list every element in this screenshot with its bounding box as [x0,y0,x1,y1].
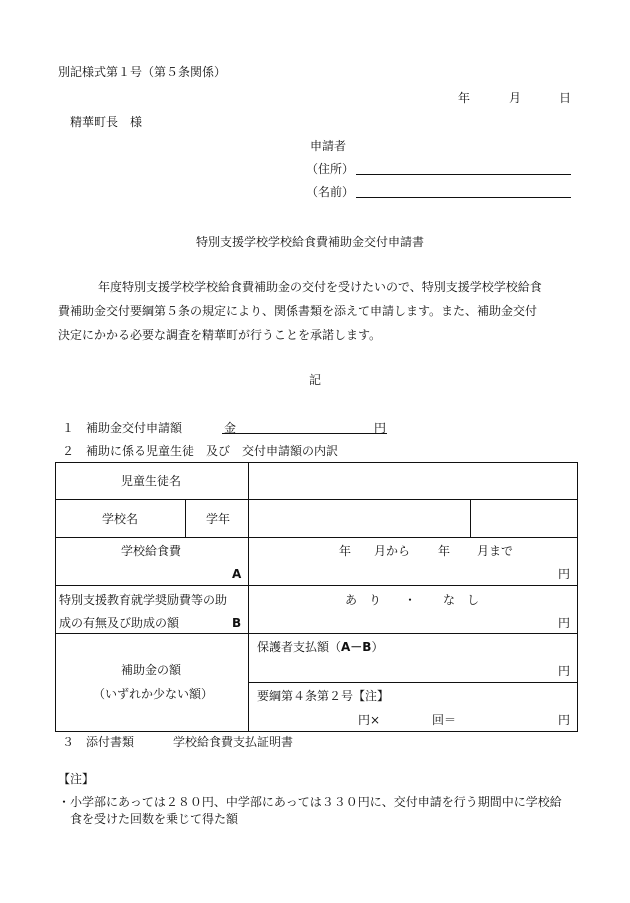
aid-nashi[interactable]: な し [443,593,480,607]
note-line-1: ・小学部にあっては２８０円、中学部にあっては３３０円に、交付申請を行う期間中に学校給 [58,795,562,809]
row-school [56,500,578,538]
student-name-label: 児童生徒名 [121,474,182,488]
address-label: （住所） [306,162,355,176]
date-day-label: 日 [559,91,572,105]
aid-label-cell [56,586,249,634]
body-line-3: 決定にかかる必要な調査を精華町が行うことを承諾します。 [58,328,382,342]
address-field[interactable] [356,161,571,175]
calc-result-yen: 円 [557,713,570,727]
school-name-value[interactable] [249,500,471,538]
mark-b: B [232,616,242,630]
period-to: 月まで [477,544,514,558]
period-from: 月から [374,544,411,558]
school-name-label: 学校名 [102,512,139,526]
guardian-yen: 円 [557,664,570,678]
date-month-label: 月 [509,91,522,105]
aid-label-line-2: 成の有無及び助成の額 [59,616,180,630]
item2-number: ２ [62,444,75,458]
period-year-2: 年 [438,544,451,558]
form-number: 別記様式第１号（第５条関係） [58,65,227,79]
grade-value[interactable] [471,500,578,538]
student-name-value[interactable] [249,463,578,500]
lunch-fee-label-cell [56,538,249,586]
aid-ari[interactable]: あ り [345,593,382,607]
period-year-1: 年 [339,544,352,558]
row-lunch-fee [56,538,578,586]
youkou-cell[interactable] [249,683,578,732]
row-aid [56,586,578,634]
ki-heading: 記 [309,373,322,387]
youkou-label: 要綱第４条第２号【注】 [257,689,390,703]
addressee: 精華町長 様 [70,115,143,129]
guardian-payment-label: 保護者支払額（A－B） [257,640,384,654]
item1-amount-field[interactable] [222,420,387,434]
item3-label: 添付書類 [86,735,135,749]
item1-number: １ [62,421,75,435]
item1-label: 補助金交付申請額 [86,421,183,435]
body-line-1: 年度特別支援学校学校給食費補助金の交付を受けたいので、特別支援学校学校給食 [98,280,542,294]
row-student-name [56,463,578,500]
mark-a: A [232,567,242,581]
grade-label: 学年 [206,512,231,526]
grade-label-cell [186,500,249,538]
item3-number: ３ [62,735,75,749]
item2-label: 補助に係る児童生徒 及び 交付申請額の内訳 [86,444,339,458]
calc-yen-times: 円× [358,713,381,727]
student-name-label-cell [56,463,249,500]
aid-label-line-1: 特別支援教育就学奨励費等の助 [59,593,228,607]
subsidy-label-cell [56,634,249,732]
note-heading: 【注】 [58,772,95,786]
lunch-fee-label: 学校給食費 [121,544,182,558]
applicant-label: 申請者 [310,139,347,153]
subsidy-note: （いずれか少ない額） [93,687,214,701]
breakdown-table [55,462,578,732]
item3-document: 学校給食費支払証明書 [173,735,294,749]
school-name-label-cell [56,500,186,538]
guardian-payment-cell[interactable] [249,634,578,683]
item1-prefix: 金 [224,421,237,435]
name-field[interactable] [356,184,571,198]
item1-unit: 円 [373,421,386,435]
lunch-fee-yen: 円 [557,567,570,581]
aid-dot: ・ [404,593,417,607]
lunch-fee-value[interactable] [249,538,578,586]
note-line-2: 食を受けた回数を乗じて得た額 [70,812,239,826]
name-label: （名前） [306,185,355,199]
date-year-label: 年 [458,91,471,105]
document-title: 特別支援学校学校給食費補助金交付申請書 [196,235,425,249]
aid-yen: 円 [557,616,570,630]
subsidy-label: 補助金の額 [121,663,182,677]
row-subsidy-guardian [56,634,578,683]
guardian-formula: A－B [341,640,372,654]
body-line-2: 費補助金交付要綱第５条の規定により、関係書類を添えて申請します。また、補助金交付 [58,304,538,318]
aid-value[interactable] [249,586,578,634]
calc-times-equals: 回＝ [432,713,457,727]
